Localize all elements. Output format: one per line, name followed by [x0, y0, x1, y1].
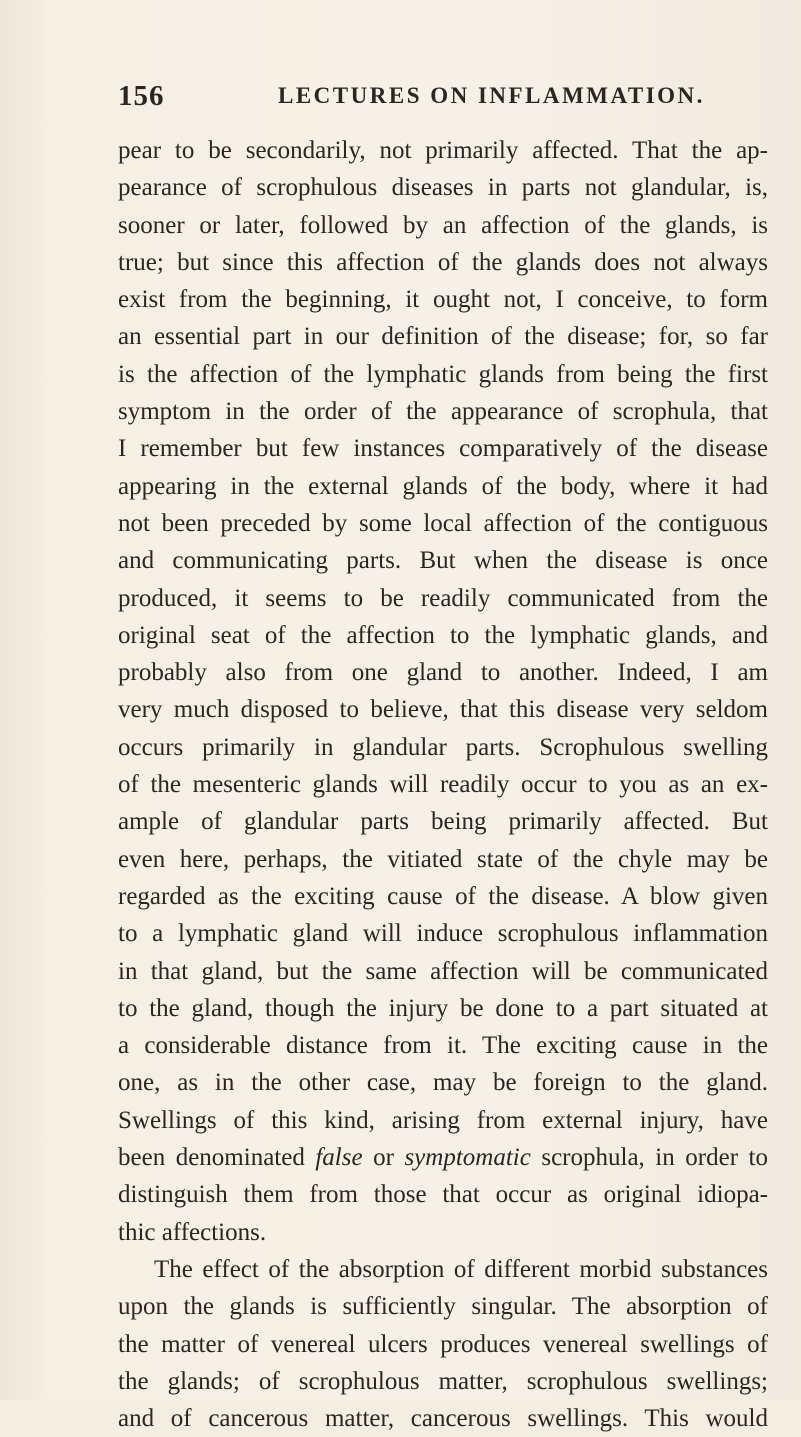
body-text — [118, 132, 768, 1437]
text-line: even here, perhaps, the vitiated state of the chyle may be — [118, 845, 768, 873]
text-line: one, as in the other case, may be foreign to the gland. — [118, 1069, 768, 1097]
text-line: ample of glandular parts being primarily affected. But — [118, 808, 768, 836]
running-head: LECTURES ON INFLAMMATION. — [278, 83, 705, 108]
page-header — [118, 80, 758, 120]
text-line: sooner or later, followed by an affection of the glands, is — [118, 211, 768, 239]
text-line: to a lymphatic gland will induce scrophulous inflammation — [118, 920, 768, 948]
text-line: upon the glands is sufficiently singular. The absorption of — [118, 1293, 768, 1321]
text-line: an essential part in our definition of the disease; for, so far — [118, 323, 768, 351]
text-line: very much disposed to believe, that this disease very seldom — [118, 696, 768, 724]
text-line: distinguish them from those that occur as original idiopa- — [118, 1181, 768, 1209]
text-line-paragraph-start: The effect of the absorption of different morbid substances — [154, 1255, 768, 1283]
text-line: occurs primarily in glandular parts. Scrophulous swelling — [118, 733, 768, 761]
italic-term: symptomatic — [404, 1144, 531, 1172]
text-line: probably also from one gland to another. Indeed, I am — [118, 659, 768, 687]
text-line: of the mesenteric glands will readily occur to you as an ex- — [118, 771, 768, 799]
text-line: and of cancerous matter, cancerous swellings. This would — [118, 1405, 768, 1433]
page-number: 156 — [118, 80, 165, 112]
text-line: not been preceded by some local affection of the contiguous — [118, 509, 768, 537]
text-line: true; but since this affection of the glands does not always — [118, 248, 768, 276]
text-line: exist from the beginning, it ought not, I conceive, to form — [118, 286, 768, 314]
italic-term: false — [315, 1144, 363, 1172]
text-line: the glands; of scrophulous matter, scrophulous swellings; — [118, 1367, 768, 1395]
text-line: regarded as the exciting cause of the disease. A blow given — [118, 882, 768, 910]
text-line: pear to be secondarily, not primarily affected. That the ap- — [118, 137, 768, 164]
text-line: in that gland, but the same affection will be communicated — [118, 957, 768, 985]
text-line-paragraph-end: thic affections. — [118, 1218, 267, 1246]
text-line: symptom in the order of the appearance of scrophula, that — [118, 398, 768, 426]
text-line: original seat of the affection to the lymphatic glands, and — [118, 621, 768, 649]
text-line: Swellings of this kind, arising from external injury, have — [118, 1106, 768, 1134]
text-line: pearance of scrophulous diseases in parts not glandular, is, — [118, 174, 768, 202]
text-line: a considerable distance from it. The exciting cause in the — [118, 1032, 768, 1060]
text-line: the matter of venereal ulcers produces venereal swellings of — [118, 1330, 768, 1358]
text-line: been denominated false or symptomatic scrophula, in order to — [118, 1144, 768, 1172]
text-line: appearing in the external glands of the body, where it had — [118, 472, 768, 500]
text-line: to the gland, though the injury be done to a part situated at — [118, 994, 768, 1022]
text-line: produced, it seems to be readily communicated from the — [118, 584, 768, 612]
text-line: and communicating parts. But when the disease is once — [118, 547, 768, 575]
text-line: I remember but few instances comparatively of the disease — [118, 435, 768, 463]
text-line: is the affection of the lymphatic glands from being the first — [118, 360, 768, 388]
